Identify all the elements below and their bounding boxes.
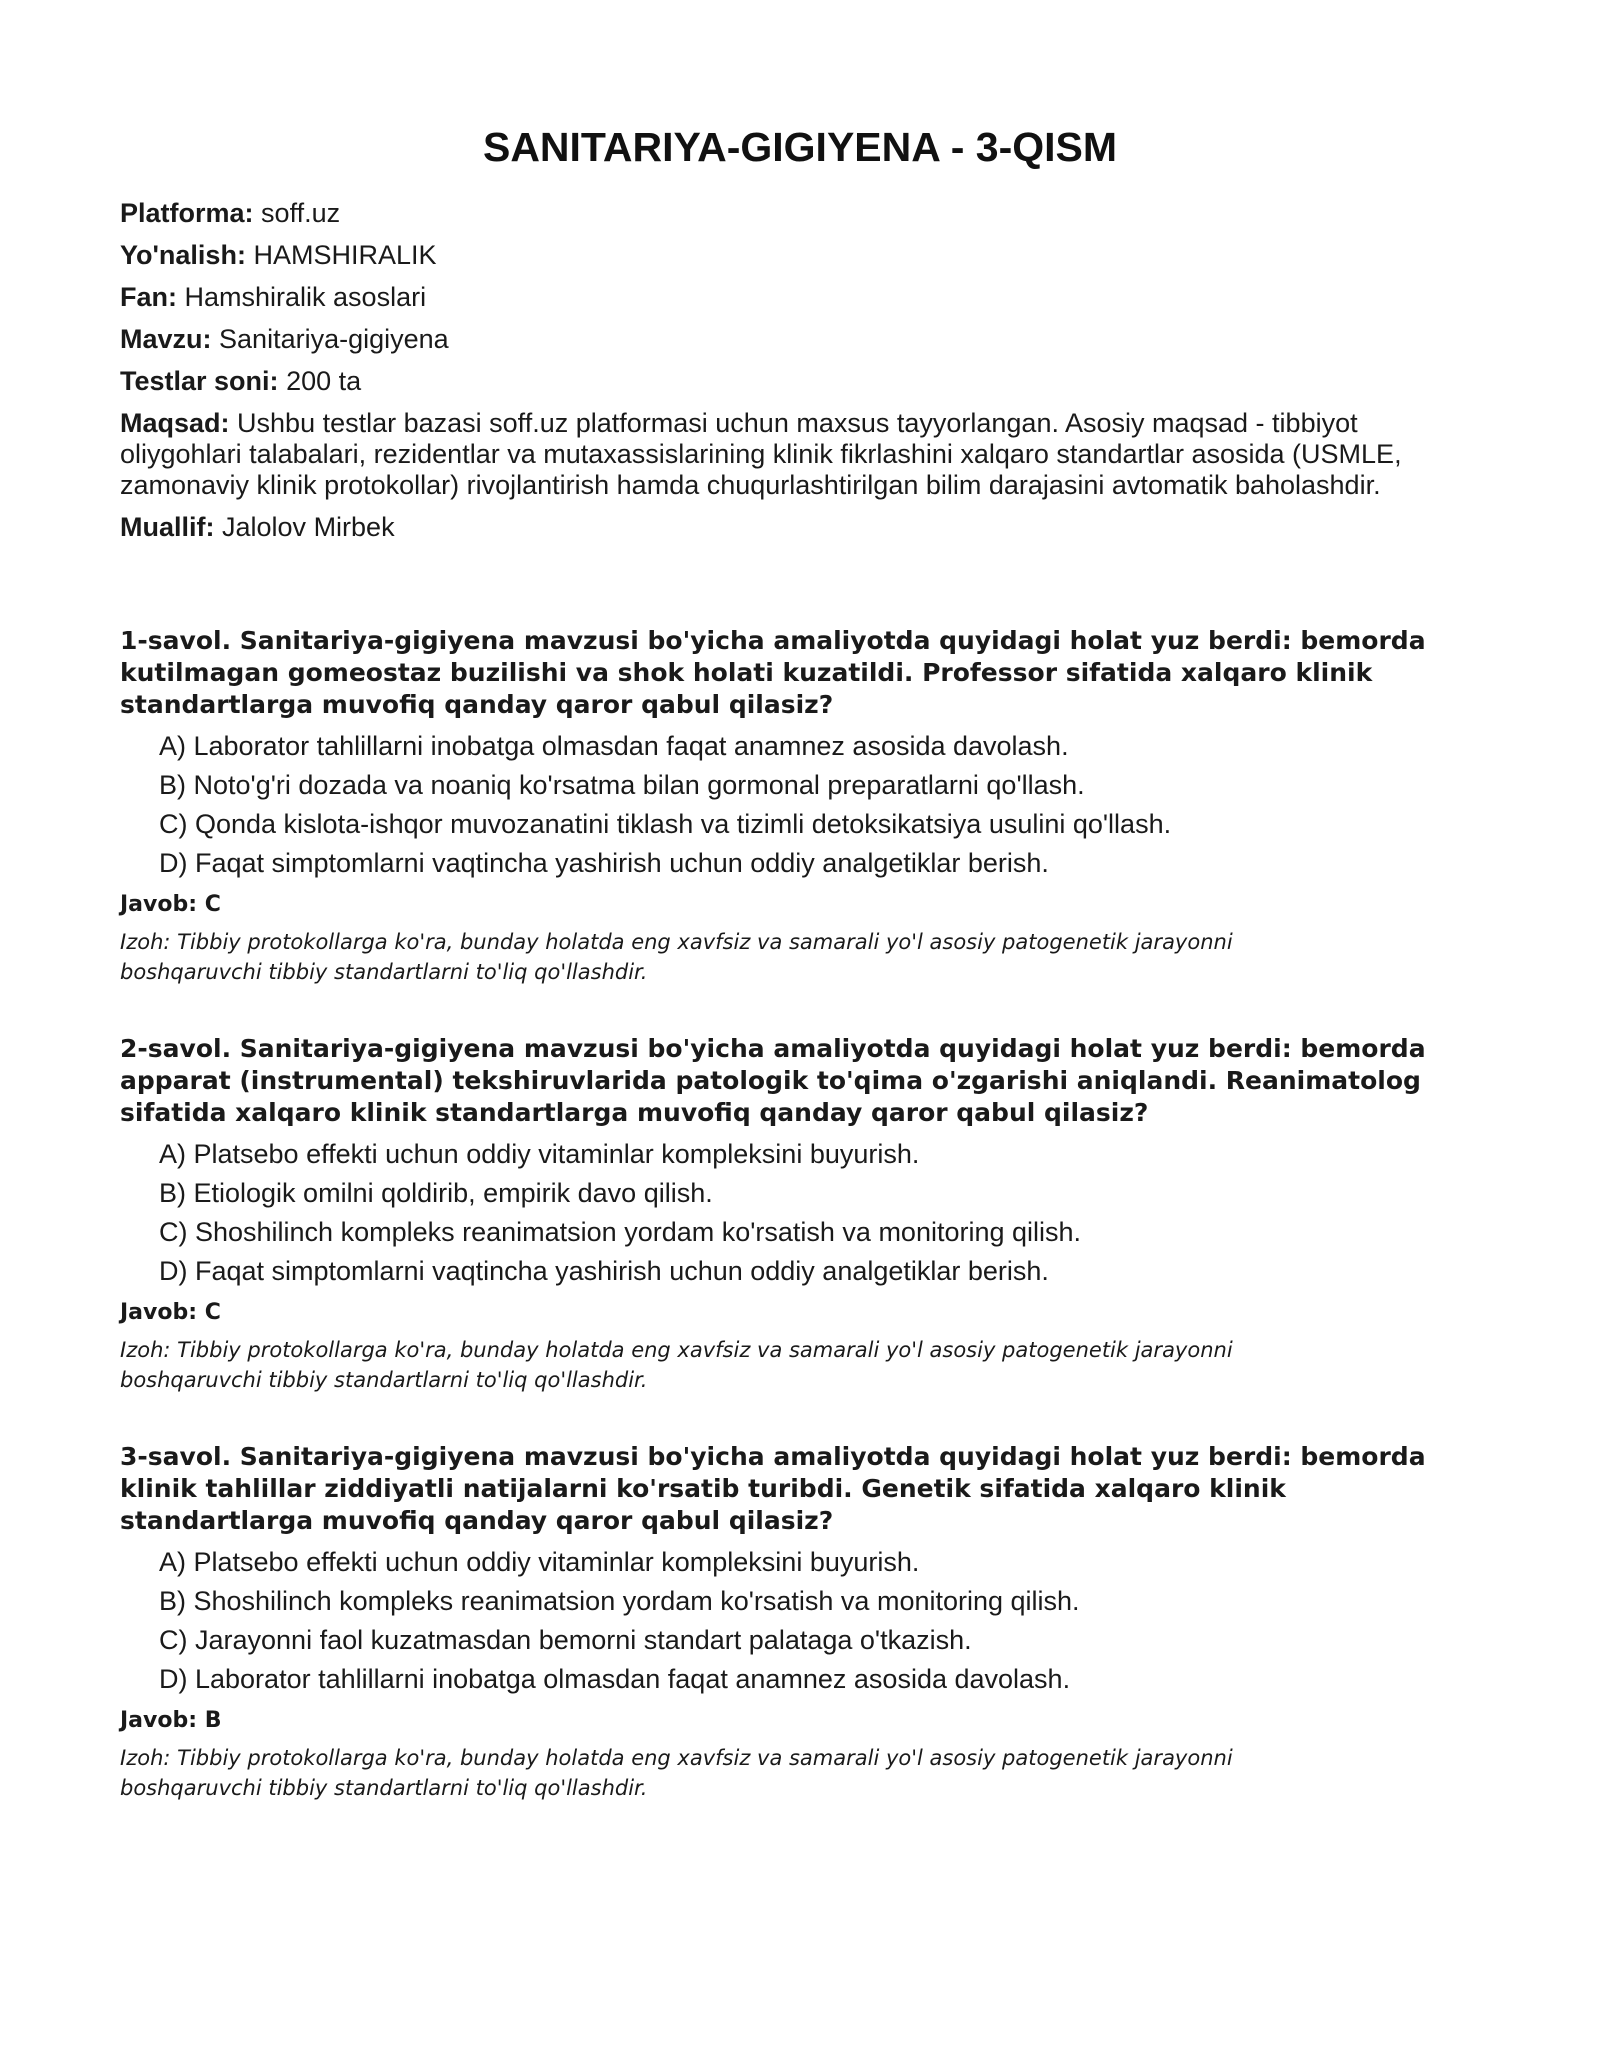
option-d: D) Faqat simptomlarni vaqtincha yashirish uchun oddiy analgetiklar berish. bbox=[159, 848, 1049, 878]
document-title: SANITARIYA-GIGIYENA - 3-QISM bbox=[482, 124, 1118, 170]
question-text: 2-savol. Sanitariya-gigiyena mavzusi bo'yicha amaliyotda quyidagi holat yuz berdi: bemorda apparat (instrumental) tekshiruvlarida patologik to'qima o'zgarishi aniqlandi. Reanimatolog sifatida xalqaro klinik standartlarga muvofiq qanday qaror qabul qilasiz? bbox=[120, 1034, 1426, 1127]
explanation: Izoh: Tibbiy protokollarga ko'ra, bunday holatda eng xavfsiz va samarali yo'l asosiy patogenetik jarayonni boshqaruvchi tibbiy standartlarni to'liq qo'llashdir. bbox=[120, 1338, 1233, 1392]
correct-answer: Javob: C bbox=[120, 892, 221, 917]
meta-mavzu bbox=[120, 324, 1480, 355]
meta-fan bbox=[120, 282, 1480, 313]
option-c: C) Jarayonni faol kuzatmasdan bemorni standart palataga o'tkazish. bbox=[159, 1625, 972, 1655]
answer-options bbox=[120, 1547, 1480, 1695]
option-c: C) Shoshilinch kompleks reanimatsion yordam ko'rsatish va monitoring qilish. bbox=[159, 1217, 1082, 1247]
question-item bbox=[120, 1441, 1480, 1803]
meta-key: Muallif: bbox=[120, 512, 215, 542]
meta-key: Maqsad: bbox=[120, 408, 230, 438]
option-a: A) Platsebo effekti uchun oddiy vitaminlar kompleksini buyurish. bbox=[159, 1547, 920, 1577]
question-text: 1-savol. Sanitariya-gigiyena mavzusi bo'yicha amaliyotda quyidagi holat yuz berdi: bemorda kutilmagan gomeostaz buzilishi va shok holati kuzatildi. Professor sifatida xalqaro klinik standartlarga muvofiq qanday qaror qabul qilasiz? bbox=[120, 626, 1426, 719]
option-a: A) Laborator tahlillarni inobatga olmasdan faqat anamnez asosida davolash. bbox=[159, 731, 1069, 761]
meta-yonalish bbox=[120, 240, 1480, 271]
meta-testlar-soni bbox=[120, 366, 1480, 397]
questions-list bbox=[120, 625, 1480, 1803]
meta-muallif bbox=[120, 512, 1480, 543]
meta-maqsad bbox=[120, 408, 1480, 501]
meta-value: Jalolov Mirbek bbox=[222, 512, 395, 542]
option-a: A) Platsebo effekti uchun oddiy vitaminlar kompleksini buyurish. bbox=[159, 1139, 920, 1169]
option-b: B) Etiologik omilni qoldirib, empirik davo qilish. bbox=[159, 1178, 713, 1208]
meta-value: Sanitariya-gigiyena bbox=[219, 324, 449, 354]
meta-value: Ushbu testlar bazasi soff.uz platformasi uchun maxsus tayyorlangan. Asosiy maqsad - tibbiyot oliygohlari talabalari, rezidentlar va mutaxassislarining klinik fikrlashini xalqaro standartlar asosida (USMLE, zamonaviy klinik protokollar) rivojlantirish hamda chuqurlashtirilgan bilim darajasini avtomatik baholashdir. bbox=[120, 408, 1402, 500]
meta-key: Yo'nalish: bbox=[120, 240, 246, 270]
question-text: 3-savol. Sanitariya-gigiyena mavzusi bo'yicha amaliyotda quyidagi holat yuz berdi: bemorda klinik tahlillar ziddiyatli natijalarni ko'rsatib turibdi. Genetik sifatida xalqaro klinik standartlarga muvofiq qanday qaror qabul qilasiz? bbox=[120, 1442, 1426, 1535]
question-item bbox=[120, 1033, 1480, 1395]
meta-key: Testlar soni: bbox=[120, 366, 279, 396]
meta-platforma bbox=[120, 198, 1480, 229]
option-d: D) Faqat simptomlarni vaqtincha yashirish uchun oddiy analgetiklar berish. bbox=[159, 1256, 1049, 1286]
answer-options bbox=[120, 731, 1480, 879]
correct-answer: Javob: B bbox=[120, 1708, 222, 1733]
option-b: B) Noto'g'ri dozada va noaniq ko'rsatma bilan gormonal preparatlarni qo'llash. bbox=[159, 770, 1085, 800]
option-d: D) Laborator tahlillarni inobatga olmasdan faqat anamnez asosida davolash. bbox=[159, 1664, 1071, 1694]
meta-value: HAMSHIRALIK bbox=[253, 240, 437, 270]
meta-value: 200 ta bbox=[286, 366, 362, 396]
meta-key: Platforma: bbox=[120, 198, 254, 228]
meta-value: soff.uz bbox=[261, 198, 341, 228]
metadata-block bbox=[120, 198, 1480, 543]
option-b: B) Shoshilinch kompleks reanimatsion yordam ko'rsatish va monitoring qilish. bbox=[159, 1586, 1080, 1616]
question-item bbox=[120, 625, 1480, 987]
option-c: C) Qonda kislota-ishqor muvozanatini tiklash va tizimli detoksikatsiya usulini qo'llash. bbox=[159, 809, 1172, 839]
explanation: Izoh: Tibbiy protokollarga ko'ra, bunday holatda eng xavfsiz va samarali yo'l asosiy patogenetik jarayonni boshqaruvchi tibbiy standartlarni to'liq qo'llashdir. bbox=[120, 930, 1233, 984]
answer-options bbox=[120, 1139, 1480, 1287]
explanation: Izoh: Tibbiy protokollarga ko'ra, bunday holatda eng xavfsiz va samarali yo'l asosiy patogenetik jarayonni boshqaruvchi tibbiy standartlarni to'liq qo'llashdir. bbox=[120, 1746, 1233, 1800]
meta-key: Fan: bbox=[120, 282, 177, 312]
meta-key: Mavzu: bbox=[120, 324, 212, 354]
correct-answer: Javob: C bbox=[120, 1300, 221, 1325]
meta-value: Hamshiralik asoslari bbox=[184, 282, 427, 312]
